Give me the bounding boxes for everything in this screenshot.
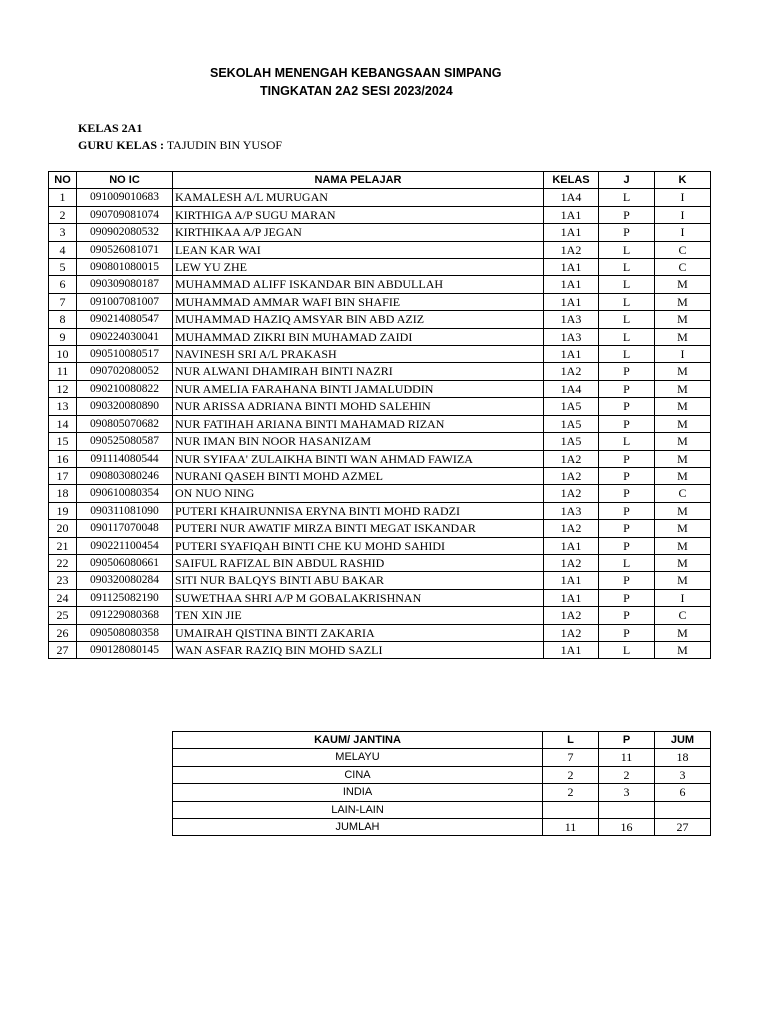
teacher-label: GURU KELAS :: [78, 138, 165, 152]
cell-class: 1A2: [544, 624, 599, 641]
cell-no: 11: [49, 363, 77, 380]
cell-class: 1A1: [544, 589, 599, 606]
table-row: [49, 346, 711, 363]
summary-cell-race: CINA: [173, 766, 543, 783]
cell-no: 18: [49, 485, 77, 502]
cell-ic: 090525080587: [77, 433, 173, 450]
cell-race: C: [655, 607, 711, 624]
cell-no: 26: [49, 624, 77, 641]
cell-name: LEAN KAR WAI: [173, 241, 544, 258]
table-row: [49, 293, 711, 310]
cell-name: SAIFUL RAFIZAL BIN ABDUL RASHID: [173, 554, 544, 571]
cell-ic: 090320080890: [77, 398, 173, 415]
student-table: [48, 171, 711, 659]
summary-cell-p: 2: [599, 766, 655, 783]
cell-class: 1A1: [544, 224, 599, 241]
cell-ic: 090210080822: [77, 380, 173, 397]
summary-cell-l: 7: [543, 749, 599, 766]
cell-class: 1A2: [544, 241, 599, 258]
table-row: [49, 572, 711, 589]
table-row: [49, 241, 711, 258]
cell-race: M: [655, 502, 711, 519]
cell-gender: P: [599, 450, 655, 467]
summary-cell-total: 18: [655, 749, 711, 766]
cell-race: M: [655, 554, 711, 571]
summary-table: [172, 731, 711, 836]
summary-row: [173, 766, 711, 783]
summary-cell-l: 2: [543, 766, 599, 783]
cell-ic: 090805070682: [77, 415, 173, 432]
cell-name: NUR AMELIA FARAHANA BINTI JAMALUDDIN: [173, 380, 544, 397]
cell-class: 1A5: [544, 415, 599, 432]
cell-race: C: [655, 259, 711, 276]
summary-cell-p: 11: [599, 749, 655, 766]
cell-ic: 090803080246: [77, 467, 173, 484]
cell-race: M: [655, 433, 711, 450]
cell-no: 24: [49, 589, 77, 606]
summary-cell-l: [543, 801, 599, 818]
table-row: [49, 520, 711, 537]
cell-class: 1A1: [544, 293, 599, 310]
cell-ic: 091125082190: [77, 589, 173, 606]
cell-race: M: [655, 624, 711, 641]
table-header-row: [49, 172, 711, 189]
cell-gender: L: [599, 346, 655, 363]
cell-ic: 090801080015: [77, 259, 173, 276]
summary-cell-total: 3: [655, 766, 711, 783]
table-row: [49, 311, 711, 328]
cell-class: 1A4: [544, 380, 599, 397]
cell-name: UMAIRAH QISTINA BINTI ZAKARIA: [173, 624, 544, 641]
cell-race: M: [655, 537, 711, 554]
cell-class: 1A1: [544, 206, 599, 223]
cell-ic: 090902080532: [77, 224, 173, 241]
cell-name: NUR SYIFAA' ZULAIKHA BINTI WAN AHMAD FAWIZA: [173, 450, 544, 467]
cell-race: I: [655, 224, 711, 241]
cell-ic: 090117070048: [77, 520, 173, 537]
cell-race: M: [655, 276, 711, 293]
cell-gender: L: [599, 241, 655, 258]
cell-ic: 091114080544: [77, 450, 173, 467]
cell-no: 6: [49, 276, 77, 293]
cell-gender: L: [599, 328, 655, 345]
cell-no: 9: [49, 328, 77, 345]
cell-name: PUTERI SYAFIQAH BINTI CHE KU MOHD SAHIDI: [173, 537, 544, 554]
student-table-body: [49, 189, 711, 659]
table-row: [49, 259, 711, 276]
cell-name: MUHAMMAD ZIKRI BIN MUHAMAD ZAIDI: [173, 328, 544, 345]
summary-cell-p: 3: [599, 784, 655, 801]
summary-cell-race: LAIN-LAIN: [173, 801, 543, 818]
summary-cell-l: 11: [543, 819, 599, 836]
cell-race: M: [655, 415, 711, 432]
cell-class: 1A1: [544, 537, 599, 554]
cell-class: 1A1: [544, 346, 599, 363]
cell-race: M: [655, 641, 711, 658]
col-header-ic: NO IC: [77, 172, 173, 189]
cell-name: TEN XIN JIE: [173, 607, 544, 624]
summary-row: [173, 749, 711, 766]
cell-gender: P: [599, 380, 655, 397]
cell-name: PUTERI KHAIRUNNISA ERYNA BINTI MOHD RADZI: [173, 502, 544, 519]
cell-gender: P: [599, 589, 655, 606]
teacher-name: TAJUDIN BIN YUSOF: [166, 138, 283, 152]
cell-race: M: [655, 293, 711, 310]
cell-name: ON NUO NING: [173, 485, 544, 502]
cell-gender: P: [599, 572, 655, 589]
cell-name: NUR IMAN BIN NOOR HASANIZAM: [173, 433, 544, 450]
cell-class: 1A5: [544, 433, 599, 450]
cell-gender: P: [599, 415, 655, 432]
class-teacher: [78, 138, 282, 153]
cell-no: 8: [49, 311, 77, 328]
cell-no: 14: [49, 415, 77, 432]
cell-gender: L: [599, 554, 655, 571]
cell-class: 1A1: [544, 259, 599, 276]
cell-name: SITI NUR BALQYS BINTI ABU BAKAR: [173, 572, 544, 589]
cell-no: 10: [49, 346, 77, 363]
cell-class: 1A2: [544, 363, 599, 380]
col-header-gender: J: [599, 172, 655, 189]
cell-name: NURANI QASEH BINTI MOHD AZMEL: [173, 467, 544, 484]
cell-ic: 090610080354: [77, 485, 173, 502]
cell-race: I: [655, 206, 711, 223]
summary-cell-l: 2: [543, 784, 599, 801]
cell-ic: 090214080547: [77, 311, 173, 328]
cell-race: M: [655, 380, 711, 397]
cell-class: 1A1: [544, 276, 599, 293]
col-header-race: K: [655, 172, 711, 189]
table-row: [49, 224, 711, 241]
table-row: [49, 537, 711, 554]
cell-class: 1A3: [544, 311, 599, 328]
summary-cell-race: MELAYU: [173, 749, 543, 766]
cell-race: M: [655, 572, 711, 589]
cell-name: NUR FATIHAH ARIANA BINTI MAHAMAD RIZAN: [173, 415, 544, 432]
table-row: [49, 415, 711, 432]
cell-class: 1A3: [544, 328, 599, 345]
cell-no: 15: [49, 433, 77, 450]
cell-ic: 091229080368: [77, 607, 173, 624]
cell-name: WAN ASFAR RAZIQ BIN MOHD SAZLI: [173, 641, 544, 658]
summary-row: [173, 784, 711, 801]
cell-race: M: [655, 520, 711, 537]
table-row: [49, 433, 711, 450]
cell-class: 1A2: [544, 554, 599, 571]
cell-race: M: [655, 311, 711, 328]
summary-header-total: JUM: [655, 732, 711, 749]
cell-ic: 091007081007: [77, 293, 173, 310]
summary-cell-total: 27: [655, 819, 711, 836]
table-row: [49, 276, 711, 293]
cell-race: M: [655, 328, 711, 345]
cell-no: 12: [49, 380, 77, 397]
cell-name: MUHAMMAD HAZIQ AMSYAR BIN ABD AZIZ: [173, 311, 544, 328]
cell-no: 25: [49, 607, 77, 624]
cell-name: KIRTHIKAA A/P JEGAN: [173, 224, 544, 241]
cell-name: KIRTHIGA A/P SUGU MARAN: [173, 206, 544, 223]
summary-cell-race: JUMLAH: [173, 819, 543, 836]
cell-race: I: [655, 589, 711, 606]
cell-gender: L: [599, 276, 655, 293]
cell-ic: 090526081071: [77, 241, 173, 258]
summary-header-l: L: [543, 732, 599, 749]
cell-class: 1A2: [544, 467, 599, 484]
summary-row: [173, 801, 711, 818]
cell-ic: 090320080284: [77, 572, 173, 589]
cell-gender: L: [599, 293, 655, 310]
summary-cell-p: 16: [599, 819, 655, 836]
cell-name: KAMALESH A/L MURUGAN: [173, 189, 544, 206]
summary-header-race-gender: KAUM/ JANTINA: [173, 732, 543, 749]
cell-class: 1A2: [544, 520, 599, 537]
cell-no: 2: [49, 206, 77, 223]
cell-race: I: [655, 346, 711, 363]
cell-ic: 090311081090: [77, 502, 173, 519]
cell-name: MUHAMMAD ALIFF ISKANDAR BIN ABDULLAH: [173, 276, 544, 293]
cell-ic: 090224030041: [77, 328, 173, 345]
cell-ic: 091009010683: [77, 189, 173, 206]
summary-header-row: [173, 732, 711, 749]
col-header-no: NO: [49, 172, 77, 189]
cell-gender: P: [599, 485, 655, 502]
summary-header-p: P: [599, 732, 655, 749]
cell-gender: P: [599, 520, 655, 537]
cell-gender: L: [599, 641, 655, 658]
table-row: [49, 380, 711, 397]
cell-ic: 090309080187: [77, 276, 173, 293]
cell-gender: L: [599, 259, 655, 276]
cell-name: NAVINESH SRI A/L PRAKASH: [173, 346, 544, 363]
cell-class: 1A4: [544, 189, 599, 206]
col-header-name: NAMA PELAJAR: [173, 172, 544, 189]
cell-ic: 090221100454: [77, 537, 173, 554]
cell-gender: P: [599, 624, 655, 641]
cell-name: LEW YU ZHE: [173, 259, 544, 276]
cell-class: 1A1: [544, 641, 599, 658]
cell-no: 21: [49, 537, 77, 554]
cell-no: 23: [49, 572, 77, 589]
cell-no: 27: [49, 641, 77, 658]
cell-name: NUR ALWANI DHAMIRAH BINTI NAZRI: [173, 363, 544, 380]
cell-gender: L: [599, 189, 655, 206]
table-row: [49, 189, 711, 206]
cell-race: M: [655, 398, 711, 415]
cell-ic: 090709081074: [77, 206, 173, 223]
table-row: [49, 502, 711, 519]
cell-gender: P: [599, 398, 655, 415]
table-row: [49, 485, 711, 502]
cell-name: NUR ARISSA ADRIANA BINTI MOHD SALEHIN: [173, 398, 544, 415]
cell-gender: L: [599, 311, 655, 328]
table-row: [49, 607, 711, 624]
cell-ic: 090128080145: [77, 641, 173, 658]
table-row: [49, 554, 711, 571]
cell-no: 20: [49, 520, 77, 537]
cell-gender: P: [599, 607, 655, 624]
cell-no: 13: [49, 398, 77, 415]
school-title: SEKOLAH MENENGAH KEBANGSAAN SIMPANG: [210, 66, 502, 80]
cell-ic: 090506080661: [77, 554, 173, 571]
cell-class: 1A2: [544, 485, 599, 502]
cell-class: 1A2: [544, 607, 599, 624]
cell-gender: L: [599, 433, 655, 450]
table-row: [49, 450, 711, 467]
session-title: TINGKATAN 2A2 SESI 2023/2024: [260, 84, 453, 98]
cell-name: MUHAMMAD AMMAR WAFI BIN SHAFIE: [173, 293, 544, 310]
cell-no: 22: [49, 554, 77, 571]
summary-cell-total: [655, 801, 711, 818]
cell-gender: P: [599, 206, 655, 223]
cell-ic: 090702080052: [77, 363, 173, 380]
cell-name: SUWETHAA SHRI A/P M GOBALAKRISHNAN: [173, 589, 544, 606]
cell-race: I: [655, 189, 711, 206]
cell-gender: P: [599, 467, 655, 484]
cell-race: M: [655, 467, 711, 484]
cell-ic: 090510080517: [77, 346, 173, 363]
cell-gender: P: [599, 224, 655, 241]
cell-no: 19: [49, 502, 77, 519]
cell-no: 16: [49, 450, 77, 467]
cell-no: 4: [49, 241, 77, 258]
cell-no: 1: [49, 189, 77, 206]
cell-no: 7: [49, 293, 77, 310]
summary-cell-p: [599, 801, 655, 818]
cell-class: 1A2: [544, 450, 599, 467]
table-row: [49, 363, 711, 380]
table-row: [49, 398, 711, 415]
cell-race: M: [655, 450, 711, 467]
cell-no: 17: [49, 467, 77, 484]
table-row: [49, 467, 711, 484]
table-row: [49, 589, 711, 606]
cell-class: 1A1: [544, 572, 599, 589]
cell-no: 5: [49, 259, 77, 276]
col-header-class: KELAS: [544, 172, 599, 189]
class-label: KELAS 2A1: [78, 121, 143, 135]
table-row: [49, 328, 711, 345]
summary-row: [173, 819, 711, 836]
cell-name: PUTERI NUR AWATIF MIRZA BINTI MEGAT ISKANDAR: [173, 520, 544, 537]
summary-cell-race: INDIA: [173, 784, 543, 801]
cell-no: 3: [49, 224, 77, 241]
table-row: [49, 206, 711, 223]
cell-gender: P: [599, 537, 655, 554]
summary-cell-total: 6: [655, 784, 711, 801]
cell-class: 1A3: [544, 502, 599, 519]
cell-gender: P: [599, 502, 655, 519]
cell-race: M: [655, 363, 711, 380]
table-row: [49, 624, 711, 641]
cell-race: C: [655, 241, 711, 258]
cell-gender: P: [599, 363, 655, 380]
cell-ic: 090508080358: [77, 624, 173, 641]
cell-class: 1A5: [544, 398, 599, 415]
cell-race: C: [655, 485, 711, 502]
table-row: [49, 641, 711, 658]
summary-table-body: [173, 749, 711, 836]
